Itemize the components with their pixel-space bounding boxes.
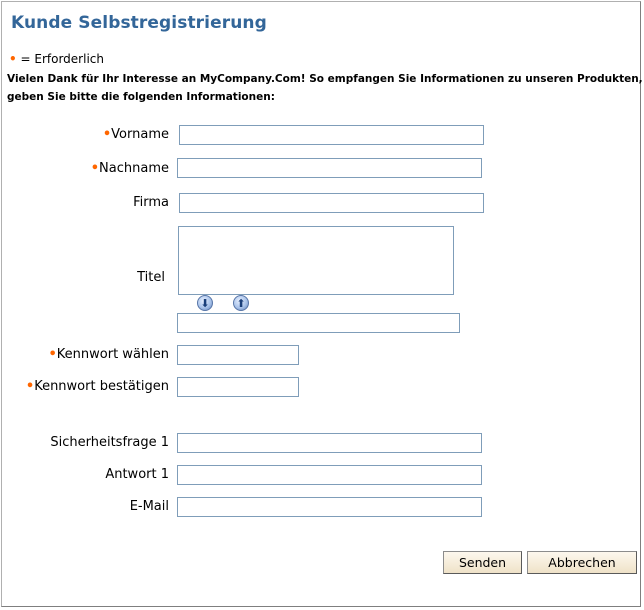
cancel-button[interactable]: Abbrechen [527, 551, 637, 574]
vorname-label: •Vorname [102, 127, 169, 142]
kennwort-bestaetigen-label: •Kennwort bestätigen [25, 379, 169, 394]
kennwort-label: •Kennwort wählen [48, 347, 169, 362]
firma-label: Firma [133, 195, 169, 210]
required-legend [9, 52, 104, 66]
kennwort-input[interactable] [177, 345, 299, 365]
nachname-input[interactable] [177, 158, 482, 178]
email-input[interactable] [177, 497, 482, 517]
page-title: Kunde Selbstregistrierung [11, 13, 267, 33]
required-bullet-icon: • [25, 379, 35, 394]
sicherheitsfrage-label: Sicherheitsfrage 1 [50, 435, 169, 450]
move-down-icon[interactable]: ⬇ [197, 295, 213, 311]
sicherheitsfrage-input[interactable] [177, 433, 482, 453]
intro-text: Vielen Dank für Ihr Interesse an MyCompany.Com! So empfangen Sie Informationen zu unseren Produkten, geben Sie bitte die folgenden Informationen: [7, 73, 643, 103]
vorname-input[interactable] [179, 125, 484, 145]
required-bullet-icon: • [90, 161, 100, 176]
firma-input[interactable] [179, 193, 484, 213]
titel-input[interactable] [177, 313, 460, 333]
required-bullet-icon: • [48, 347, 57, 362]
required-legend-text: = Erforderlich [20, 52, 104, 66]
nachname-label: •Nachname [90, 161, 169, 176]
antwort-input[interactable] [177, 465, 482, 485]
email-label: E-Mail [129, 499, 169, 514]
titel-list[interactable] [178, 226, 454, 295]
titel-label: Titel [137, 270, 165, 285]
submit-button[interactable]: Senden [443, 551, 522, 574]
kennwort-bestaetigen-input[interactable] [177, 377, 299, 397]
move-up-icon[interactable]: ⬆ [233, 295, 249, 311]
required-bullet-icon: • [102, 127, 112, 142]
required-bullet-icon: • [9, 52, 17, 66]
antwort-label: Antwort 1 [105, 467, 169, 482]
